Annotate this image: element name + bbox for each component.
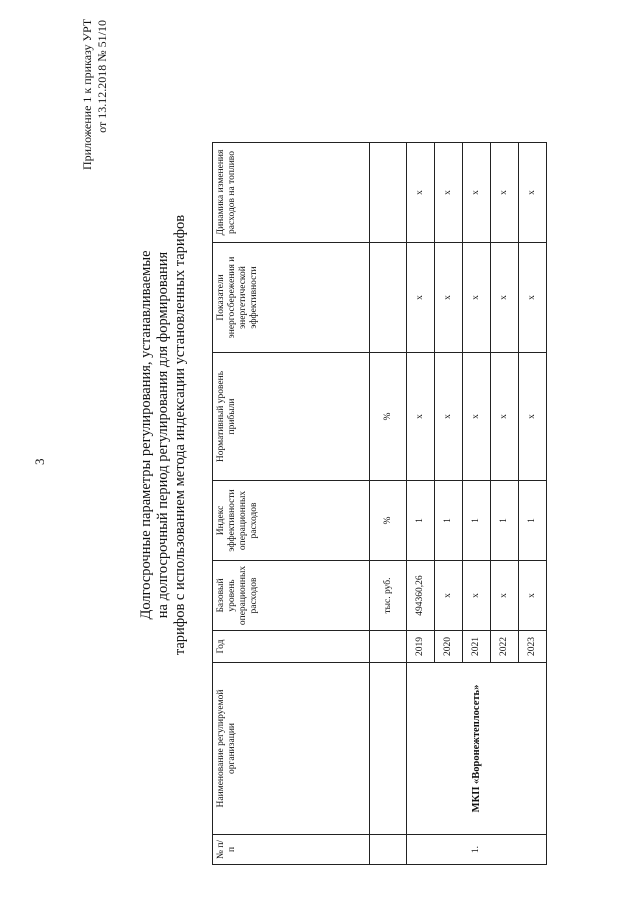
org-name: МКП «Воронежтеплосеть»: [407, 663, 547, 835]
cell-energy: х: [463, 243, 491, 353]
cell-profit: х: [407, 353, 435, 481]
cell-energy: х: [435, 243, 463, 353]
table-row: [407, 143, 435, 865]
cell-index: 1: [463, 481, 491, 561]
cell-year: 2021: [463, 631, 491, 663]
unit-base: тыс. руб.: [370, 561, 407, 631]
appendix-line-1: Приложение 1 к приказу УРТ: [80, 18, 94, 170]
cell-base: 494360,26: [407, 561, 435, 631]
cell-base: х: [491, 561, 519, 631]
header-profit: Нормативный уровень прибыли: [213, 353, 370, 481]
unit-index: %: [370, 481, 407, 561]
document-title: [138, 155, 189, 715]
cell-index: 1: [491, 481, 519, 561]
cell-fuel: х: [407, 143, 435, 243]
table-units-row: [370, 143, 407, 865]
cell-year: 2022: [491, 631, 519, 663]
title-line-1: Долгосрочные параметры регулирования, устанавливаемые: [138, 250, 154, 620]
header-year: Год: [213, 631, 370, 663]
title-line-3: тарифов с использованием метода индексации установленных тарифов: [172, 214, 188, 656]
header-energy: Показатели энергосбережения и энергетической эффективности: [213, 243, 370, 353]
cell-base: х: [435, 561, 463, 631]
unit-profit: %: [370, 353, 407, 481]
appendix-note: [80, 20, 110, 170]
cell-profit: х: [463, 353, 491, 481]
table-header-row: [213, 143, 370, 865]
cell-fuel: х: [463, 143, 491, 243]
cell-energy: х: [407, 243, 435, 353]
cell-index: 1: [407, 481, 435, 561]
cell-base: х: [519, 561, 547, 631]
title-line-2: на долгосрочный период регулирования для формирования: [155, 251, 171, 619]
cell-profit: х: [519, 353, 547, 481]
cell-fuel: х: [491, 143, 519, 243]
appendix-line-2: от 13.12.2018 № 51/10: [95, 20, 109, 133]
cell-fuel: х: [435, 143, 463, 243]
cell-year: 2020: [435, 631, 463, 663]
cell-index: 1: [519, 481, 547, 561]
header-base: Базовый уровень операционных расходов: [213, 561, 370, 631]
header-fuel: Динамика изменения расходов на топливо: [213, 143, 370, 243]
header-index: Индекс эффективности операционных расходов: [213, 481, 370, 561]
cell-energy: х: [491, 243, 519, 353]
cell-year: 2019: [407, 631, 435, 663]
header-num: № п/п: [213, 835, 370, 865]
cell-year: 2023: [519, 631, 547, 663]
cell-base: х: [463, 561, 491, 631]
cell-profit: х: [435, 353, 463, 481]
cell-profit: х: [491, 353, 519, 481]
cell-fuel: х: [519, 143, 547, 243]
cell-energy: х: [519, 243, 547, 353]
row-number: 1.: [407, 835, 547, 865]
header-org: Наименование регулируемой организации: [213, 663, 370, 835]
parameters-table: [212, 142, 547, 865]
cell-index: 1: [435, 481, 463, 561]
page-number: 3: [32, 458, 47, 465]
